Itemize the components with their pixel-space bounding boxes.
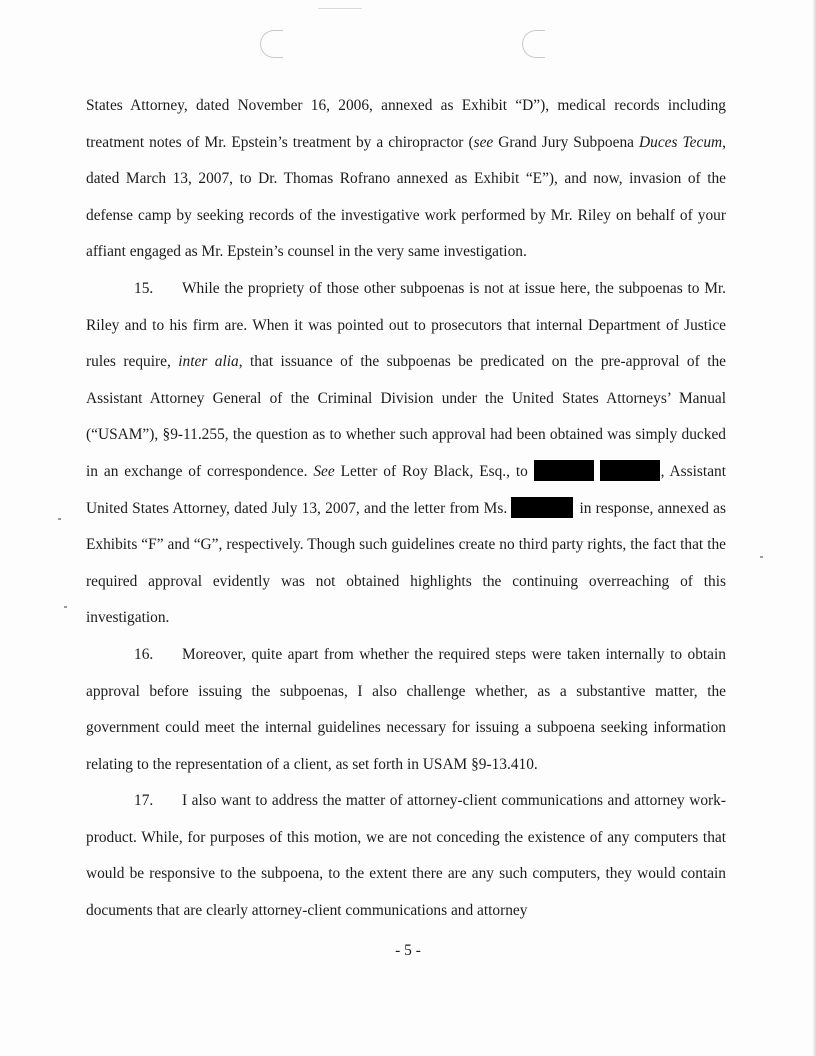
scan-speck bbox=[760, 556, 763, 558]
scan-speck bbox=[58, 518, 61, 520]
paragraph-number: 16. bbox=[134, 645, 154, 663]
paragraph-14-continued: States Attorney, dated November 16, 2006, annexed as Exhibit “D”), medical records including treatment notes of Mr. Epstein’s treatment by a chiropractor (see Grand Jury Subpoena Duces Tecum, dated March 13, 2007, to Dr. Thomas Rofrano annexed as Exhibit “E”), and now, invasion of the defense camp by seeking records of the investigative work performed by Mr. Riley on behalf of your affiant engaged as Mr. Epstein’s counsel in the very same investigation. bbox=[86, 97, 726, 261]
page-number: - 5 - bbox=[395, 942, 421, 959]
scan-hairline bbox=[318, 8, 362, 9]
paragraph-number: 17. bbox=[134, 792, 154, 810]
redaction-bar bbox=[511, 497, 573, 518]
paragraph-number: 15. bbox=[134, 279, 154, 297]
scan-speck bbox=[64, 606, 67, 608]
hole-punch-mark bbox=[522, 30, 545, 58]
redaction-bar bbox=[534, 460, 594, 481]
redaction-bar bbox=[600, 460, 660, 481]
scan-edge-shadow bbox=[812, 0, 816, 1056]
paragraph-17: 17. I also want to address the matter of attorney-client communications and attorney work-product. While, for purposes of this motion, we are not conceding the existence of any computers that would be responsive to the subpoena, to the extent there are any such computers, they would contain documents that are clearly attorney-client communications and attorney bbox=[86, 783, 726, 929]
paragraph-15: 15. While the propriety of those other subpoenas is not at issue here, the subpoenas to Mr. Riley and to his firm are. When it was pointed out to prosecutors that internal Department of Justice rules require, inter alia, that issuance of the subpoenas be predicated on the pre-approval of the Assistant Attorney General of the Criminal Division under the United States Attorneys’ Manual (“USAM”), §9-11.255, the question as to whether such approval had been obtained was simply ducked in an exchange of correspondence. See Letter of Roy Black, Esq., to , Assistant United States Attorney, dated July 13, 2007, and the letter from Ms. in response, annexed as Exhibits “F” and “G”, respectively. Though such guidelines create no third party rights, the fact that the required approval evidently was not obtained highlights the continuing overreaching of this investigation. bbox=[86, 271, 726, 637]
paragraph-16: 16. Moreover, quite apart from whether the required steps were taken internally to obtain approval before issuing the subpoenas, I also challenge whether, as a substantive matter, the government could meet the internal guidelines necessary for issuing a subpoena seeking information relating to the representation of a client, as set forth in USAM §9-13.410. bbox=[86, 637, 726, 783]
hole-punch-mark bbox=[260, 30, 283, 58]
body-text bbox=[86, 88, 726, 930]
